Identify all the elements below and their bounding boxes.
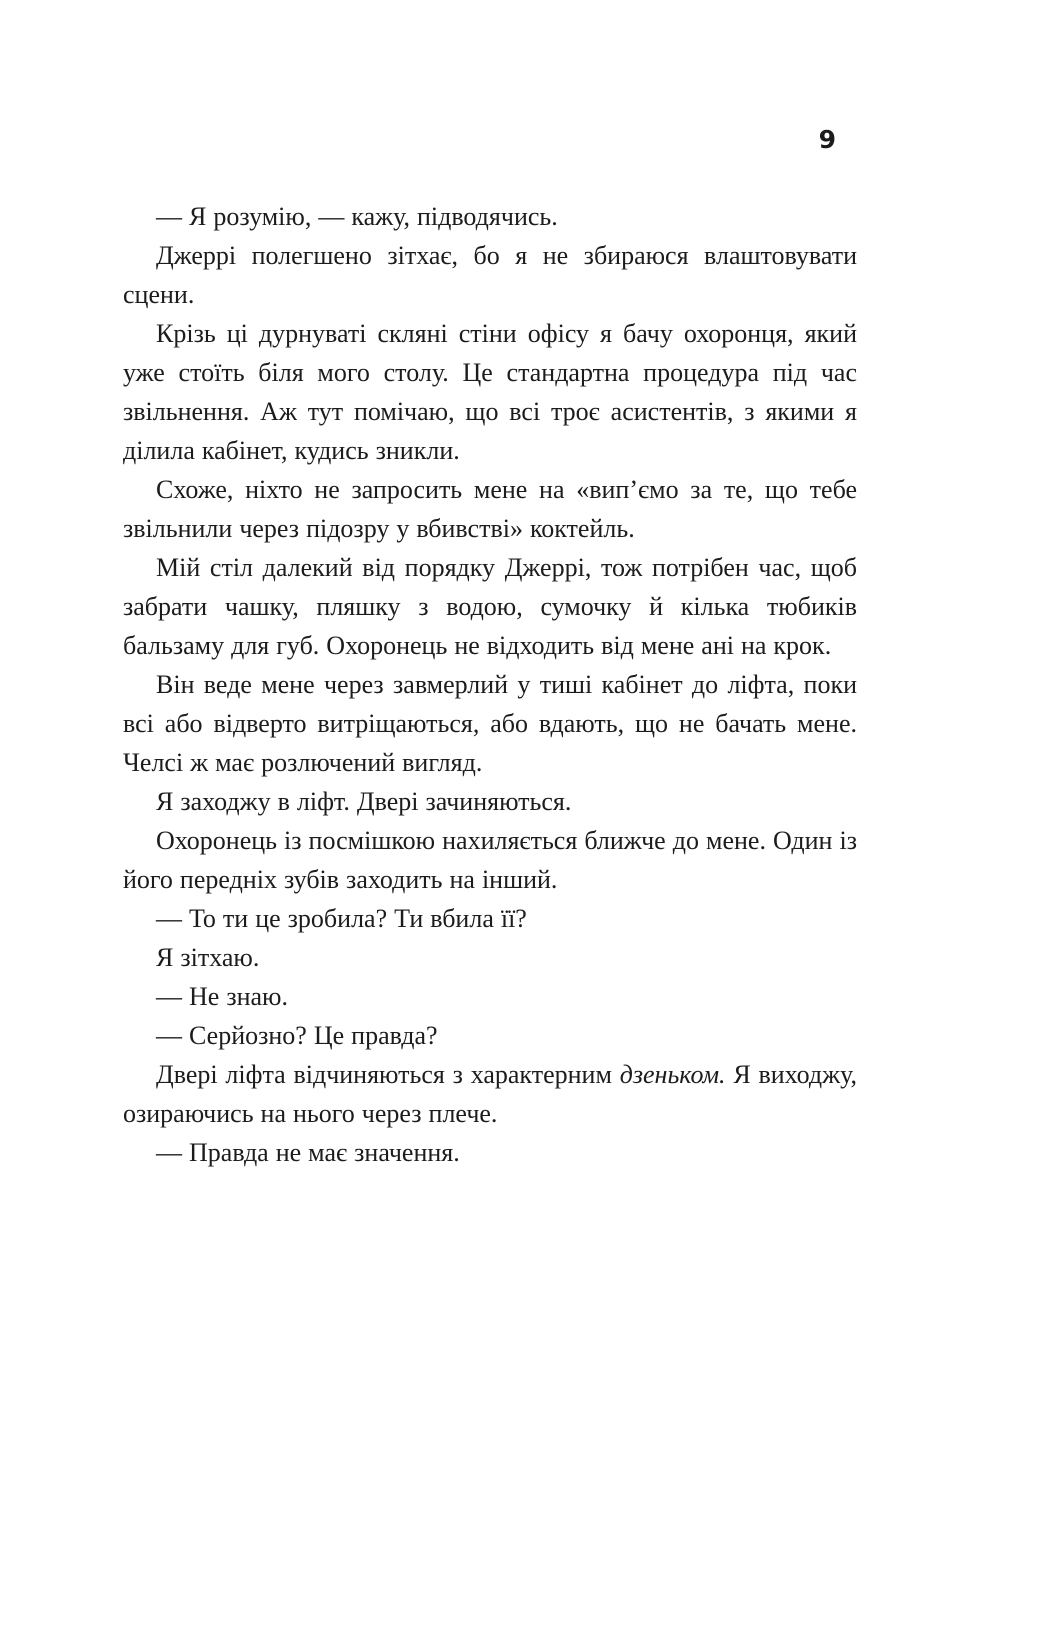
paragraph	[123, 236, 857, 314]
paragraph	[123, 548, 857, 665]
text-run: — Серйозно? Це правда?	[156, 1021, 438, 1050]
italic-text-run: дзеньком.	[619, 1060, 726, 1089]
text-run: Джеррі полегшено зітхає, бо я не збираюся влаштовувати сцени.	[123, 241, 857, 309]
text-run: — То ти це зробила? Ти вбила її?	[156, 904, 527, 933]
text-run: — Я розумію, — кажу, підводячись.	[156, 202, 558, 231]
text-run: Я заходжу в ліфт. Двері зачиняються.	[156, 787, 572, 816]
paragraph	[123, 938, 857, 977]
paragraph	[123, 1055, 857, 1133]
text-run: Він веде мене через завмерлий у тиші кабінет до ліфта, поки всі або відверто витріщаються, або вдають, що не бачать мене. Челсі ж має розлючений вигляд.	[123, 670, 857, 777]
text-run: — Не знаю.	[156, 982, 288, 1011]
text-run: Двері ліфта відчиняються з характерним	[156, 1060, 620, 1089]
paragraph	[123, 314, 857, 470]
paragraph	[123, 899, 857, 938]
paragraph	[123, 1016, 857, 1055]
paragraph	[123, 1133, 857, 1172]
text-run: — Правда не має значення.	[156, 1138, 460, 1167]
paragraph	[123, 977, 857, 1016]
text-run: Охоронець із посмішкою нахиляється ближче до мене. Один із його передніх зубів заходить на інший.	[123, 826, 857, 894]
text-block	[123, 197, 857, 1172]
paragraph	[123, 197, 857, 236]
paragraph	[123, 821, 857, 899]
page-number: 9	[818, 125, 836, 154]
paragraph	[123, 665, 857, 782]
paragraph	[123, 470, 857, 548]
text-run: Крізь ці дурнуваті скляні стіни офісу я бачу охоронця, який уже стоїть біля мого столу. Це стандартна процедура під час звільнення. Аж тут помічаю, що всі троє асистентів, з якими я ділила кабінет, кудись зникли.	[123, 319, 857, 465]
text-run: Я виходжу, озираючись на нього через плече.	[123, 1060, 858, 1128]
text-run: Я зітхаю.	[156, 943, 260, 972]
paragraph	[123, 782, 857, 821]
text-run: Мій стіл далекий від порядку Джеррі, тож потрібен час, щоб забрати чашку, пляшку з водою, сумочку й кілька тюбиків бальзаму для губ. Охоронець не відходить від мене ані на крок.	[123, 553, 857, 660]
text-run: Схоже, ніхто не запросить мене на «вип’ємо за те, що тебе звільнили через підозру у вбивстві» коктейль.	[123, 475, 857, 543]
